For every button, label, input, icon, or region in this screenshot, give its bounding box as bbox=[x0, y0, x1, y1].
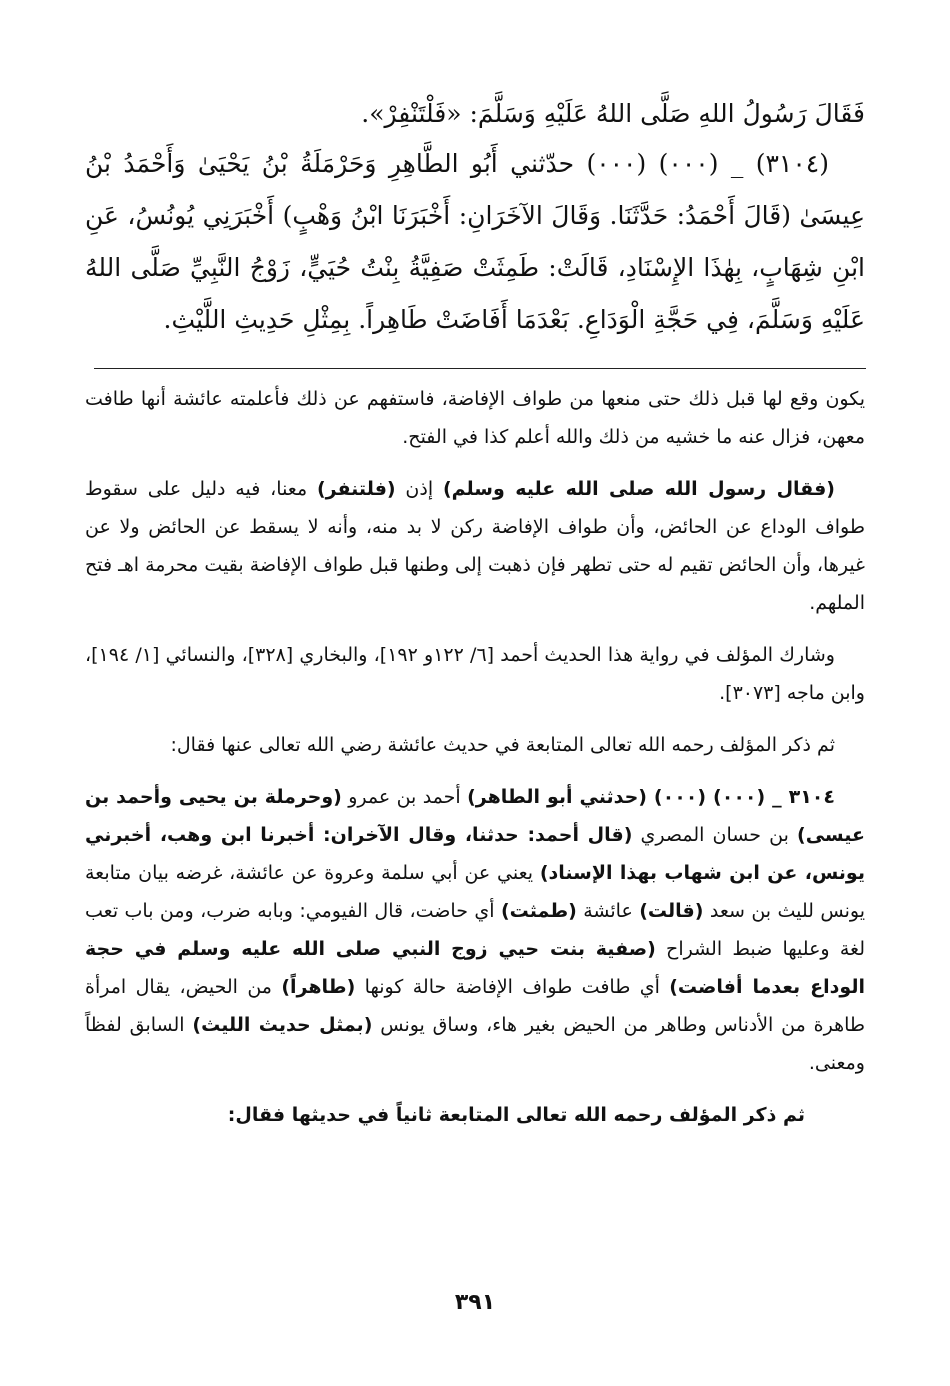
commentary-text: وشارك المؤلف في رواية هذا الحديث أحمد [٦/ ١٢٢و ١٩٢]، والبخاري [٣٢٨]، والنسائي [١/ ١٩٤]، وابن ماجه [٣٠٧٣]. bbox=[85, 644, 865, 704]
commentary-text: بن حسان المصري bbox=[632, 824, 798, 846]
quoted-matn: (قالت) bbox=[639, 900, 704, 922]
quoted-matn: (فلتنفر) bbox=[317, 478, 396, 500]
page-number: ٣٩١ bbox=[454, 1290, 496, 1315]
commentary-paragraph bbox=[85, 1096, 865, 1134]
commentary-paragraph bbox=[85, 470, 865, 622]
commentary-text: أي حاضت، قال الفيومي: وبابه ضرب، ومن باب تعب لغة وعليها ضبط الشراح bbox=[85, 900, 865, 960]
commentary-block bbox=[85, 380, 865, 1148]
commentary-text: أحمد بن عمرو bbox=[341, 786, 468, 808]
commentary-text: يكون وقع لها قبل ذلك حتى منعها من طواف الإفاضة، فاستفهم عن ذلك فأعلمته عائشة أنها طافت معهن، فزال عنه ما خشيه من ذلك والله أعلم كذا في الفتح. bbox=[85, 388, 865, 448]
quoted-matn: (طاهراً) bbox=[281, 976, 356, 998]
quoted-matn: (حدثني أبو الطاهر) bbox=[467, 786, 647, 808]
quoted-matn: (طمثت) bbox=[500, 900, 577, 922]
commentary-text: أي طافت طواف الإفاضة حالة كونها bbox=[355, 976, 670, 998]
hadith-3104: (٣١٠٤) _ (٠٠٠) (٠٠٠) حدّثني أَبُو الطَّاهِرِ وَحَرْمَلَةُ بْنُ يَحْيَىٰ وَأَحْمَدُ بْنُ عِيسَىٰ (قَالَ أَحْمَدُ: حَدَّثَنَا. وَقَالَ الآخَرَانِ: أَخْبَرَنَا ابْنُ وَهْبٍ) أَخْبَرَنِي يُونُسُ، عَنِ ابْنِ شِهَابٍ، بِهٰذَا الإِسْنَادِ، قَالَتْ: طَمِثَتْ صَفِيَّةُ بِنْتُ حُيَيٍّ، زَوْجُ النَّبِيِّ صَلَّى اللهُ عَلَيْهِ وَسَلَّمَ، فِي حَجَّةِ الْوَدَاعِ. بَعْدَمَا أَفَاضَتْ طَاهِراً. بِمِثْلِ حَدِيثِ اللَّيْثِ. bbox=[85, 149, 865, 334]
quoted-matn: (صفية بنت حيي زوج النبي صلى الله عليه وسلم في حجة الوداع بعدما أفاضت) bbox=[85, 938, 865, 998]
commentary-text: ثم ذكر المؤلف رحمه الله تعالى المتابعة ثانياً في حديثها فقال: bbox=[227, 1104, 805, 1126]
commentary-paragraph bbox=[85, 726, 865, 764]
commentary-text: معنا، فيه دليل على سقوط طواف الوداع عن الحائض، وأن طواف الإفاضة ركن لا بد منه، وأنه لا يسقط عن الحائض ولا عن غيرها، وأن الحائض تقيم له حتى تطهر فإن ذهبت إلى وطنها قبل طواف الإفاضة بقيت محرمة اهـ فتح الملهم. bbox=[85, 478, 865, 614]
commentary-paragraph bbox=[85, 636, 865, 712]
hadith-number: ٣١٠٤ _ (٠٠٠) (٠٠٠) bbox=[646, 786, 835, 808]
quoted-matn: (قال أحمد: حدثنا، وقال الآخران: أخبرنا ابن وهب، أخبرني يونس، عن ابن شهاب بهذا الإسناد) bbox=[85, 824, 865, 884]
commentary-paragraph bbox=[85, 778, 865, 1082]
commentary-text: يعني عن أبي سلمة وعروة عن عائشة، غرضه بيان متابعة يونس لليث بن سعد bbox=[85, 862, 865, 922]
commentary-text: السابق لفظاً ومعنى. bbox=[85, 1014, 865, 1074]
footnote-separator bbox=[94, 368, 866, 369]
quoted-matn: (بمثل حديث الليث) bbox=[192, 1014, 373, 1036]
commentary-text: من الحيض، يقال امرأة طاهرة من الأدناس وطاهر من الحيض بغير هاء، وساق يونس bbox=[85, 976, 866, 1036]
quoted-matn: (فقال رسول الله صلى الله عليه وسلم) bbox=[442, 478, 835, 500]
commentary-text: عائشة bbox=[576, 900, 640, 922]
hadith-closing-line: فَقَالَ رَسُولُ اللهِ صَلَّى اللهُ عَلَيْهِ وَسَلَّمَ: «فَلْتَنْفِرْ». bbox=[361, 99, 865, 128]
commentary-text: ثم ذكر المؤلف رحمه الله تعالى المتابعة في حديث عائشة رضي الله تعالى عنها فقال: bbox=[170, 734, 835, 756]
commentary-text: إذن bbox=[395, 478, 443, 500]
commentary-paragraph bbox=[85, 380, 865, 456]
quoted-matn: (وحرملة بن يحيى وأحمد بن عيسى) bbox=[85, 786, 865, 846]
